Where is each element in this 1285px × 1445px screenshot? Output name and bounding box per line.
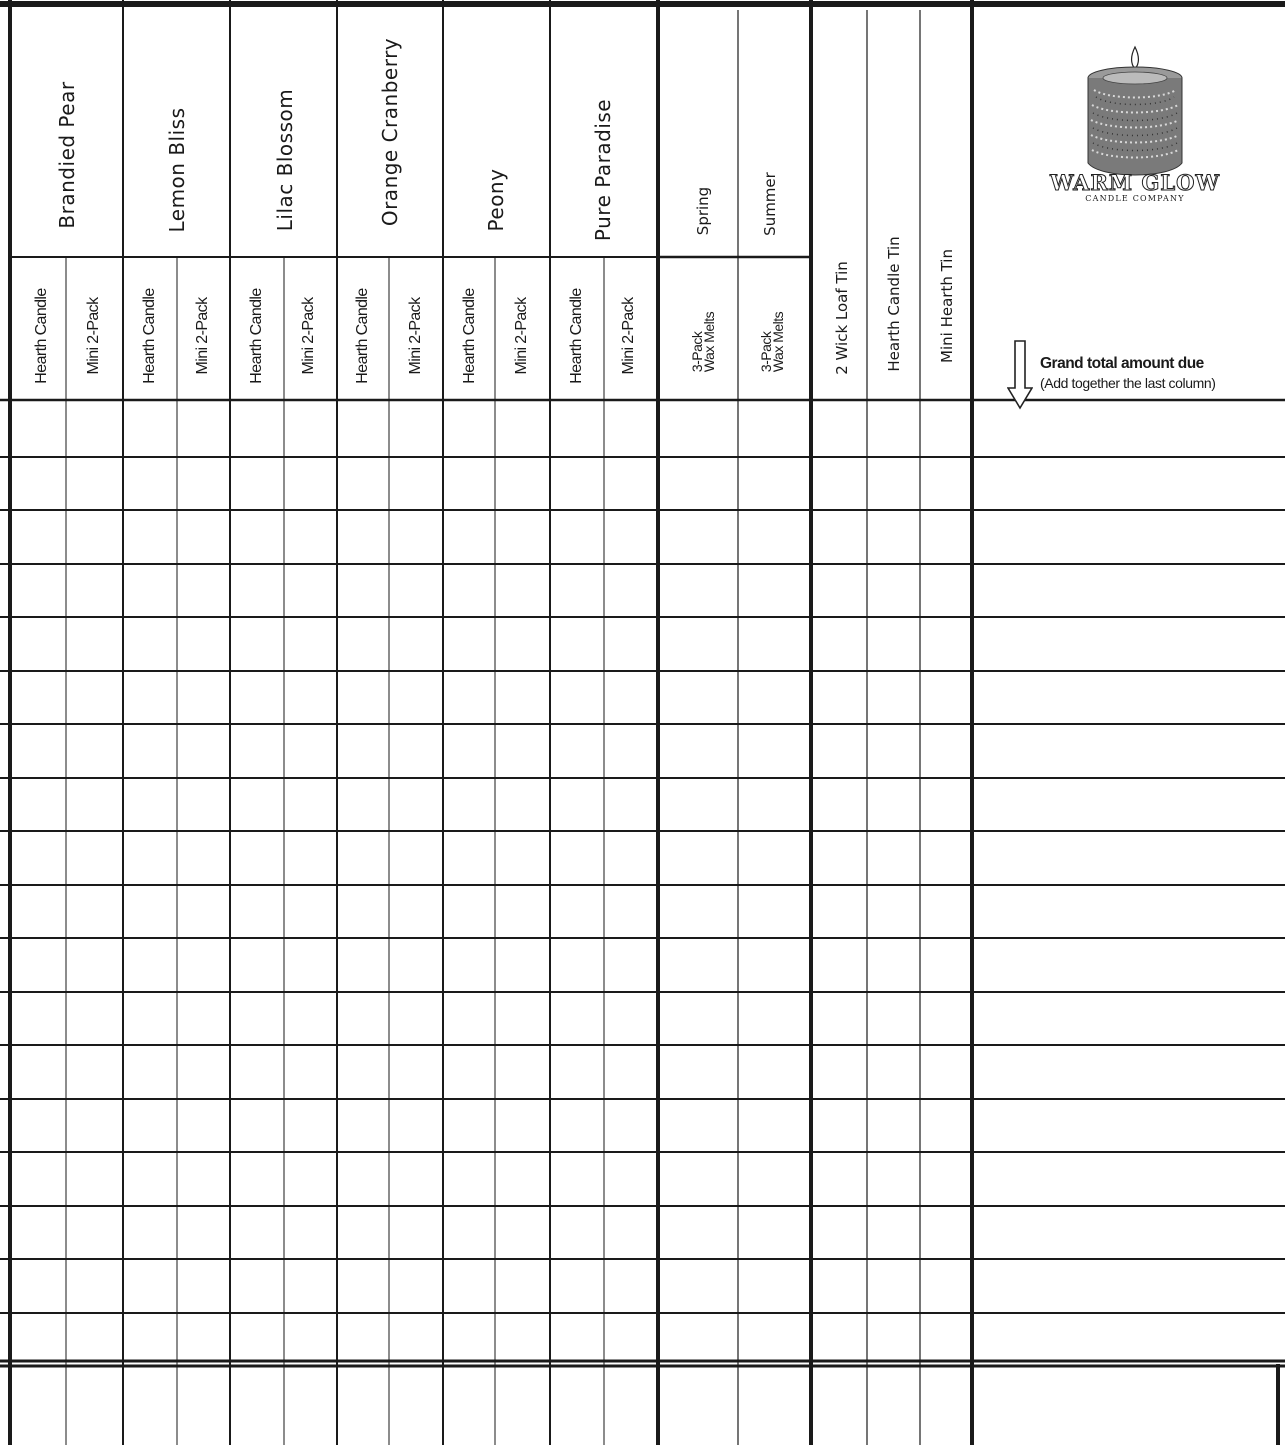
brand-subtitle: CANDLE COMPANY <box>1085 194 1185 203</box>
wax-melts-label: 3-Pack Wax Melts <box>689 311 717 373</box>
product-label: Hearth Candle <box>141 288 158 384</box>
product-label: Hearth Candle <box>33 288 50 384</box>
brand-name: WARM GLOW <box>1049 170 1221 195</box>
scent-label-orange-cranberry: Orange Cranberry <box>378 37 402 227</box>
season-label-summer: Summer <box>761 172 779 236</box>
down-arrow-icon <box>1007 340 1033 410</box>
grand-total-note: (Add together the last column) <box>1040 375 1216 391</box>
scent-label-lilac-blossom: Lilac Blossom <box>273 88 297 232</box>
grand-total-title: Grand total amount due <box>1040 355 1204 372</box>
scent-label-brandied-pear: Brandied Pear <box>55 81 79 229</box>
product-label: Mini 2-Pack <box>194 297 211 375</box>
scent-label-peony: Peony <box>484 168 508 232</box>
product-label: Mini 2-Pack <box>513 297 530 375</box>
product-label: Mini 2-Pack <box>85 297 102 375</box>
product-label: Hearth Candle <box>568 288 585 384</box>
product-label: Hearth Candle <box>248 288 265 384</box>
product-label: Mini 2-Pack <box>407 297 424 375</box>
tin-label-mini-hearth: Mini Hearth Tin <box>938 249 956 363</box>
scent-label-pure-paradise: Pure Paradise <box>591 98 615 242</box>
tin-label-2-wick-loaf: 2 Wick Loaf Tin <box>833 261 851 375</box>
wax-melts-label: 3-Pack Wax Melts <box>758 311 786 373</box>
product-label: Hearth Candle <box>354 288 371 384</box>
product-label: Mini 2-Pack <box>300 297 317 375</box>
scent-label-lemon-bliss: Lemon Bliss <box>165 107 189 233</box>
tin-label-hearth-candle: Hearth Candle Tin <box>885 236 903 372</box>
season-label-spring: Spring <box>694 186 712 236</box>
product-label: Mini 2-Pack <box>620 297 637 375</box>
brand-block <box>1015 172 1255 203</box>
product-label: Hearth Candle <box>461 288 478 384</box>
